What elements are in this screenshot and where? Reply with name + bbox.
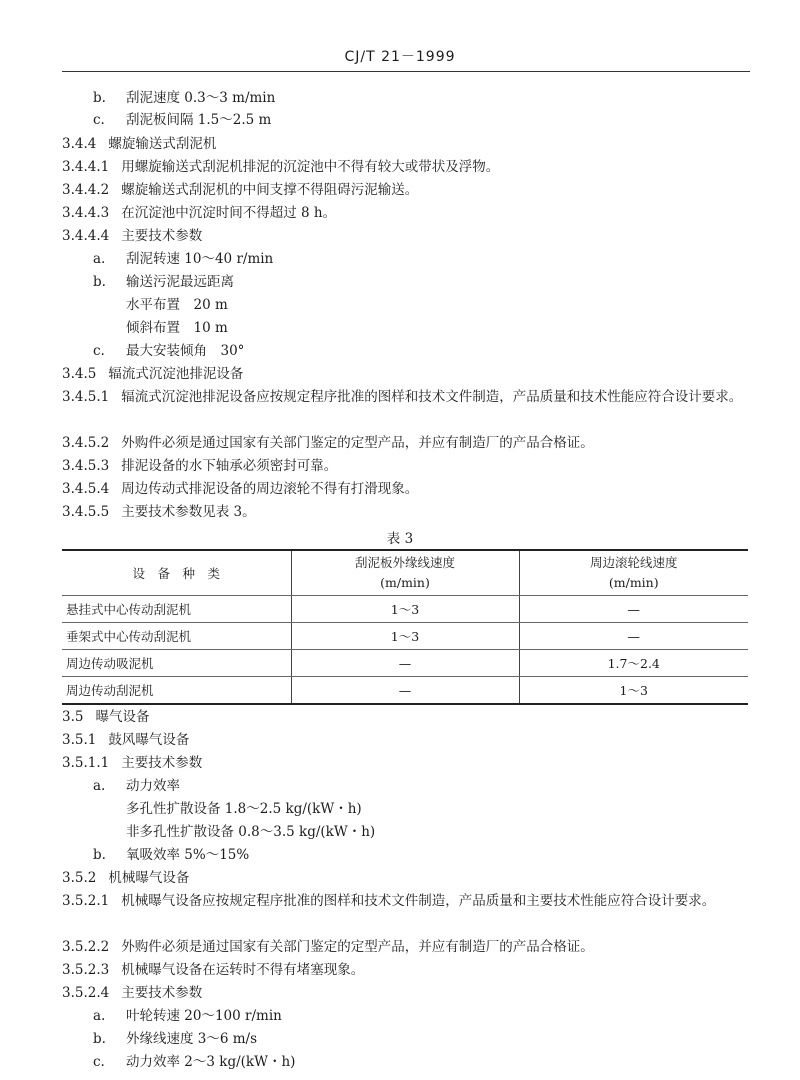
cell-scraper-speed: — (291, 677, 519, 705)
list-subitem: 非多孔性扩散设备 0.8～3.5 kg/(kW・h) (126, 824, 376, 840)
standard-code: CJ/T 21－1999 (344, 49, 456, 65)
clause: 3.4.4.1 用螺旋输送式刮泥机排泥的沉淀池中不得有较大或带状及浮物。 (62, 159, 500, 175)
list-item: b. 输送污泥最远距离 (93, 274, 234, 290)
cell-scraper-speed: — (291, 650, 519, 677)
clause: 3.4.5.5 主要技术参数见表 3。 (62, 504, 256, 520)
cell-kind: 悬挂式中心传动刮泥机 (62, 596, 291, 623)
list-item: b. 外缘线速度 3～6 m/s (93, 1031, 258, 1047)
header-wheel-speed: 周边滚轮线速度 (m/min) (519, 550, 748, 596)
cell-kind: 周边传动吸泥机 (62, 650, 291, 677)
table-row (62, 596, 748, 623)
clause: 3.5.2.4 主要技术参数 (62, 985, 203, 1001)
table-header-row (62, 550, 748, 596)
list-subitem: 水平布置 20 m (126, 297, 228, 313)
section-heading: 3.4.4 螺旋输送式刮泥机 (62, 136, 217, 152)
clause: 3.5.2.1 机械曝气设备应按规定程序批准的图样和技术文件制造，产品质量和主要技术性能应符合设计要求。 (62, 893, 716, 909)
list-item: c. 动力效率 2～3 kg/(kW・h) (93, 1054, 296, 1070)
section-heading: 3.4.5 辐流式沉淀池排泥设备 (62, 366, 244, 382)
clause: 3.4.4.3 在沉淀池中沉淀时间不得超过 8 h。 (62, 205, 337, 221)
clause: 3.5.2.2 外购件必须是通过国家有关部门鉴定的定型产品，并应有制造厂的产品合格证。 (62, 939, 594, 955)
list-item: c. 最大安装倾角 30° (93, 343, 245, 359)
clause: 3.4.5.3 排泥设备的水下轴承必须密封可靠。 (62, 458, 338, 474)
list-item: c. 刮泥板间隔 1.5～2.5 m (93, 112, 272, 128)
header-rule (62, 71, 750, 72)
list-item: a. 叶轮转速 20～100 r/min (93, 1008, 282, 1024)
table-row (62, 650, 748, 677)
clause: 3.4.4.2 螺旋输送式刮泥机的中间支撑不得阻碍污泥输送。 (62, 182, 419, 198)
cell-scraper-speed: 1～3 (291, 623, 519, 650)
table-caption: 表 3 (386, 531, 414, 547)
cell-wheel-speed: 1～3 (519, 677, 748, 705)
list-subitem: 倾斜布置 10 m (126, 320, 228, 336)
section-heading: 3.5.1 鼓风曝气设备 (62, 732, 190, 748)
clause: 3.4.4.4 主要技术参数 (62, 228, 203, 244)
list-item: b. 刮泥速度 0.3～3 m/min (93, 90, 276, 106)
cell-wheel-speed: — (519, 596, 748, 623)
clause: 3.4.5.1 辐流式沉淀池排泥设备应按规定程序批准的图样和技术文件制造，产品质量和技术性能应符合设计要求。 (62, 389, 743, 405)
section-heading: 3.5 曝气设备 (62, 709, 150, 725)
list-item: a. 刮泥转速 10～40 r/min (93, 251, 274, 267)
list-item: a. 动力效率 (93, 778, 180, 794)
table-3 (62, 549, 748, 705)
clause: 3.4.5.2 外购件必须是通过国家有关部门鉴定的定型产品，并应有制造厂的产品合格证。 (62, 435, 594, 451)
header-kind: 设 备 种 类 (62, 550, 291, 596)
header-scraper-speed: 刮泥板外缘线速度 (m/min) (291, 550, 519, 596)
section-heading: 3.5.2 机械曝气设备 (62, 870, 190, 886)
cell-wheel-speed: 1.7～2.4 (519, 650, 748, 677)
table-row (62, 623, 748, 650)
cell-kind: 周边传动刮泥机 (62, 677, 291, 705)
cell-scraper-speed: 1～3 (291, 596, 519, 623)
cell-kind: 垂架式中心传动刮泥机 (62, 623, 291, 650)
clause: 3.5.2.3 机械曝气设备在运转时不得有堵塞现象。 (62, 962, 365, 978)
cell-wheel-speed: — (519, 623, 748, 650)
table-row (62, 677, 748, 705)
clause: 3.4.5.4 周边传动式排泥设备的周边滚轮不得有打滑现象。 (62, 481, 419, 497)
clause: 3.5.1.1 主要技术参数 (62, 755, 203, 771)
list-subitem: 多孔性扩散设备 1.8～2.5 kg/(kW・h) (126, 801, 362, 817)
list-item: b. 氧吸效率 5%～15% (93, 847, 250, 863)
